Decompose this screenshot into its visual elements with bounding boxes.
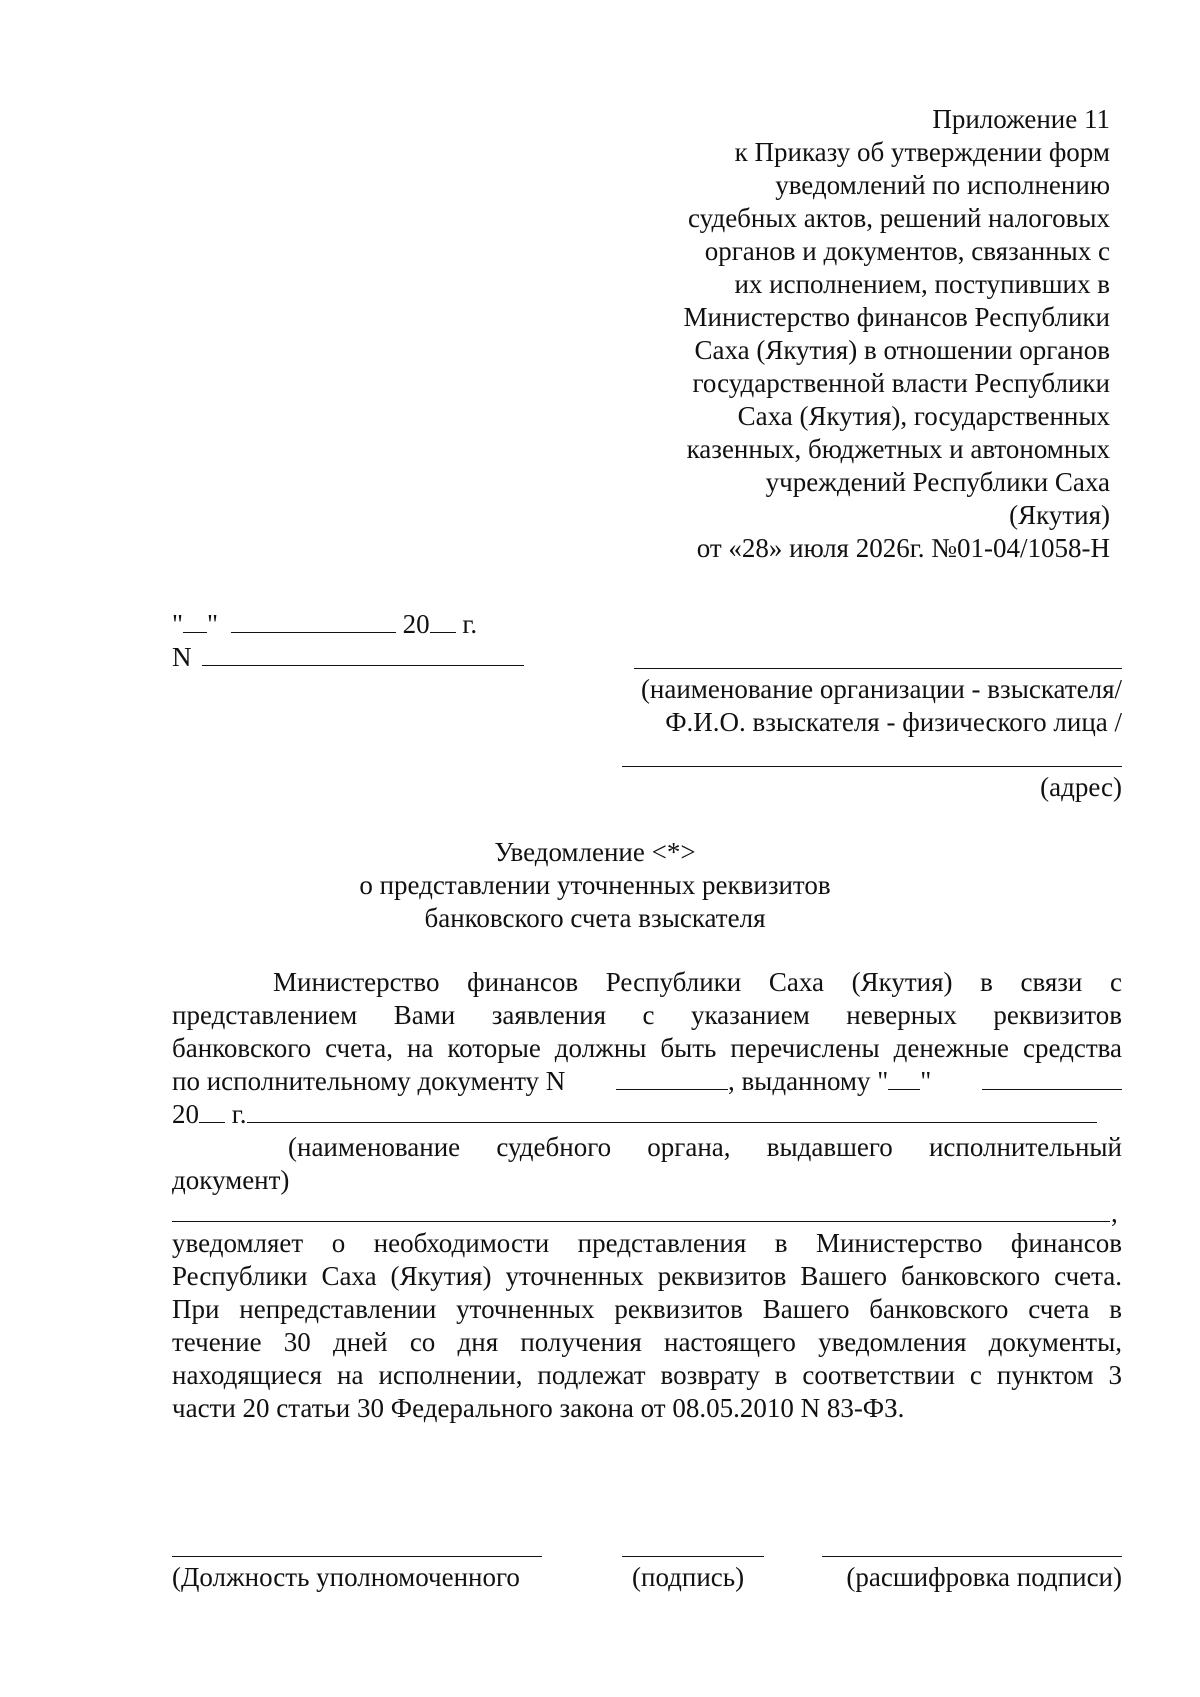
doc-number-blank-group <box>616 1065 931 1098</box>
body-line: Министерство финансов Республики Саха (Якутия) в связи с <box>273 967 1122 997</box>
comma: , <box>1111 1198 1118 1228</box>
date-year-blank <box>430 608 456 633</box>
doc-number-blank <box>616 1065 728 1090</box>
appendix-line: от «28» июля 2026г. №01-04/1058-Н <box>696 533 1110 563</box>
number-field <box>172 641 524 674</box>
appendix-line: к Приказу об утверждении форм <box>734 137 1110 167</box>
decode-hint: (расшифровка подписи) <box>846 1562 1122 1592</box>
recipient-name-line <box>634 668 1122 669</box>
appendix-line: Министерство финансов Республики <box>683 302 1110 332</box>
appendix-line: казенных, бюджетных и автономных <box>686 434 1110 464</box>
position-line <box>172 1556 542 1557</box>
doc-number-label: по исполнительному документу N <box>172 1066 566 1096</box>
position-hint: (Должность уполномоченного <box>172 1562 520 1592</box>
document-title: Уведомление <*> <box>494 837 696 867</box>
recipient-address-line <box>622 766 1122 767</box>
signature-line <box>622 1556 764 1557</box>
appendix-line: уведомлений по исполнению <box>775 170 1110 200</box>
body-line: находящиеся на исполнении, подлежат возврату в соответствии с пунктом 3 <box>172 1360 1122 1390</box>
document-subtitle: о представлении уточненных реквизитов <box>359 870 831 900</box>
body-line: Республики Саха (Якутия) уточненных реквизитов Вашего банковского счета. <box>172 1261 1122 1291</box>
appendix-line: (Якутия) <box>1009 500 1110 530</box>
body-line: уведомляет о необходимости представления в Министерство финансов <box>172 1228 1122 1258</box>
appendix-line: судебных актов, решений налоговых <box>688 203 1110 233</box>
issued-g: г. <box>231 1099 247 1129</box>
date-g: г. <box>462 609 478 639</box>
appendix-line: Саха (Якутия) в отношении органов <box>694 335 1110 365</box>
body-line-doc-number <box>172 1065 1122 1098</box>
appendix-line: Саха (Якутия), государственных <box>737 401 1110 431</box>
address-hint: (адрес) <box>1040 772 1122 802</box>
court-name-line <box>172 1221 1110 1222</box>
court-name-hint: документ) <box>172 1165 290 1195</box>
date-month-blank <box>231 608 396 633</box>
date-close-quote: " <box>207 609 219 639</box>
body-line: представлением Вами заявления с указанием неверных реквизитов <box>172 1000 1122 1030</box>
appendix-line: их исполнением, поступивших в <box>734 269 1110 299</box>
appendix-line: государственной власти Республики <box>692 368 1110 398</box>
appendix-line: органов и документов, связанных с <box>704 236 1110 266</box>
issued-day-blank <box>888 1065 920 1090</box>
date-year: 20 <box>402 609 430 639</box>
body-line: банковского счета, на которые должны быть перечислены денежные средства <box>172 1033 1122 1063</box>
issued-label: , выданному " <box>727 1066 889 1096</box>
appendix-line: Приложение 11 <box>932 104 1110 134</box>
document-subtitle: банковского счета взыскателя <box>424 903 766 933</box>
number-blank <box>202 641 524 666</box>
appendix-line: учреждений Республики Саха <box>765 467 1110 497</box>
date-open-quote: " <box>172 609 184 639</box>
body-line: При непредставлении уточненных реквизитов Вашего банковского счета в <box>172 1294 1122 1324</box>
issued-month-blank <box>982 1065 1122 1090</box>
decode-line <box>822 1556 1122 1557</box>
court-name-hint: (наименование судебного органа, выдавшего исполнительный <box>288 1132 1122 1162</box>
issued-year-blank <box>199 1098 225 1123</box>
date-field <box>172 608 477 641</box>
issued-year: 20 <box>172 1099 199 1129</box>
recipient-name-hint: Ф.И.О. взыскателя - физического лица / <box>665 707 1122 737</box>
date-day-blank <box>183 608 207 633</box>
issued-close-quote: " <box>920 1066 932 1096</box>
body-line: течение 30 дней со дня получения настоящего уведомления документы, <box>172 1327 1122 1357</box>
number-label: N <box>172 642 192 672</box>
recipient-name-hint: (наименование организации - взыскателя/ <box>640 674 1122 704</box>
court-name-blank <box>247 1098 1097 1123</box>
signature-hint: (подпись) <box>632 1562 745 1592</box>
body-line: части 20 статьи 30 Федерального закона от 08.05.2010 N 83-ФЗ. <box>172 1393 905 1423</box>
body-line-year <box>172 1098 1097 1131</box>
